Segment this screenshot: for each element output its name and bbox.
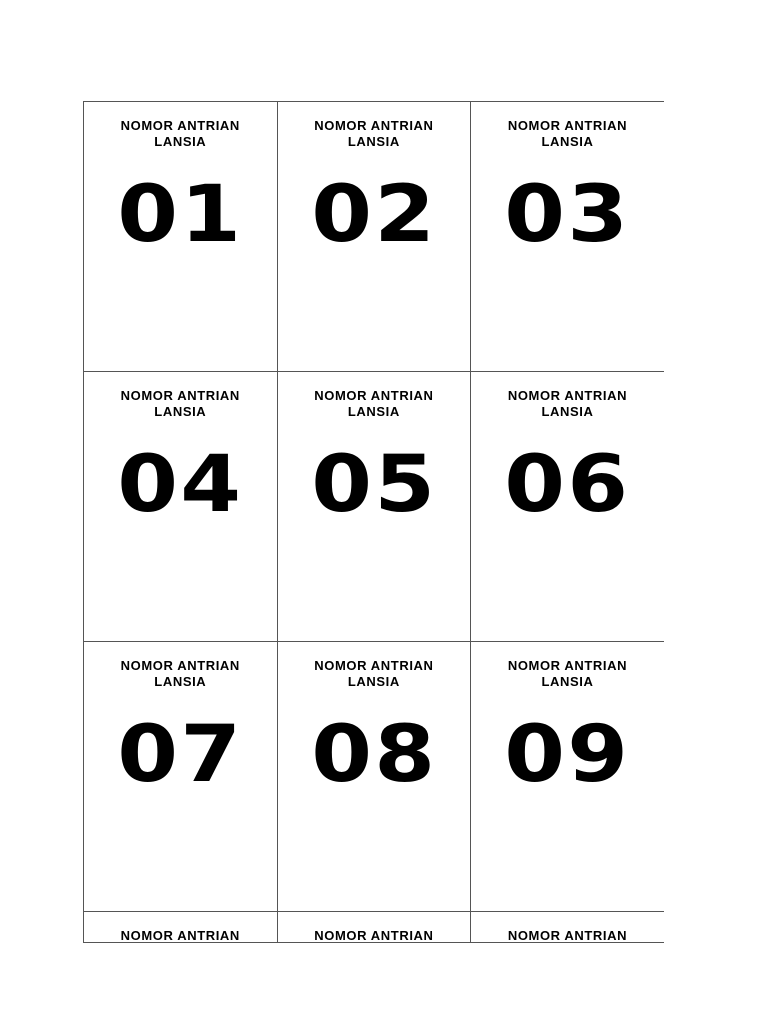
card-label-line2: LANSIA <box>541 404 594 419</box>
card-row-2 <box>84 372 664 642</box>
queue-number: 02 <box>310 170 437 260</box>
queue-number: 03 <box>504 170 631 260</box>
queue-card <box>471 372 664 642</box>
queue-card <box>278 642 472 912</box>
card-label-line1: NOMOR ANTRIAN <box>507 118 628 133</box>
queue-card <box>278 102 472 372</box>
queue-card <box>84 102 278 372</box>
queue-card-partial <box>278 912 472 943</box>
card-label-line2: LANSIA <box>347 404 400 419</box>
card-label <box>84 372 277 420</box>
card-label <box>471 912 664 943</box>
card-label <box>471 642 664 690</box>
card-label-line1: NOMOR ANTRIAN <box>120 658 240 673</box>
queue-card <box>84 372 278 642</box>
queue-number: 04 <box>117 440 244 530</box>
queue-card <box>278 372 472 642</box>
card-label-line1: NOMOR ANTRIAN <box>120 118 240 133</box>
card-label <box>471 102 664 150</box>
queue-number: 08 <box>310 710 437 800</box>
card-label <box>84 642 277 690</box>
card-label <box>84 912 277 943</box>
card-label-line2: LANSIA <box>154 674 207 689</box>
queue-number: 07 <box>117 710 244 800</box>
queue-number: 01 <box>117 170 244 260</box>
queue-card-partial <box>471 912 664 943</box>
card-label-line1: NOMOR ANTRIAN <box>507 388 628 403</box>
card-label-line2: LANSIA <box>347 674 400 689</box>
card-label-line2: LANSIA <box>154 404 207 419</box>
card-label <box>84 102 277 150</box>
card-label-line1: NOMOR ANTRIAN <box>314 658 434 673</box>
card-label-line2: LANSIA <box>347 134 400 149</box>
queue-number: 06 <box>504 440 631 530</box>
card-label-line1: NOMOR ANTRIAN <box>314 928 434 943</box>
card-label-line1: NOMOR ANTRIAN <box>507 658 628 673</box>
queue-number: 09 <box>504 710 631 800</box>
card-row-4-partial <box>84 912 664 943</box>
queue-card <box>471 642 664 912</box>
card-label-line1: NOMOR ANTRIAN <box>120 928 240 943</box>
card-label <box>471 372 664 420</box>
card-row-1 <box>84 102 664 372</box>
queue-number: 05 <box>310 440 437 530</box>
queue-card <box>84 642 278 912</box>
queue-card-partial <box>84 912 278 943</box>
card-label-line2: LANSIA <box>541 134 594 149</box>
card-label <box>278 642 471 690</box>
card-label-line2: LANSIA <box>154 134 207 149</box>
card-label-line2: LANSIA <box>541 674 594 689</box>
card-label <box>278 912 471 943</box>
card-label-line1: NOMOR ANTRIAN <box>120 388 240 403</box>
card-row-3 <box>84 642 664 912</box>
card-label-line1: NOMOR ANTRIAN <box>507 928 628 943</box>
card-label-line1: NOMOR ANTRIAN <box>314 388 434 403</box>
queue-card <box>471 102 664 372</box>
card-label <box>278 372 471 420</box>
queue-card-grid <box>83 101 664 943</box>
card-label-line1: NOMOR ANTRIAN <box>314 118 434 133</box>
card-label <box>278 102 471 150</box>
